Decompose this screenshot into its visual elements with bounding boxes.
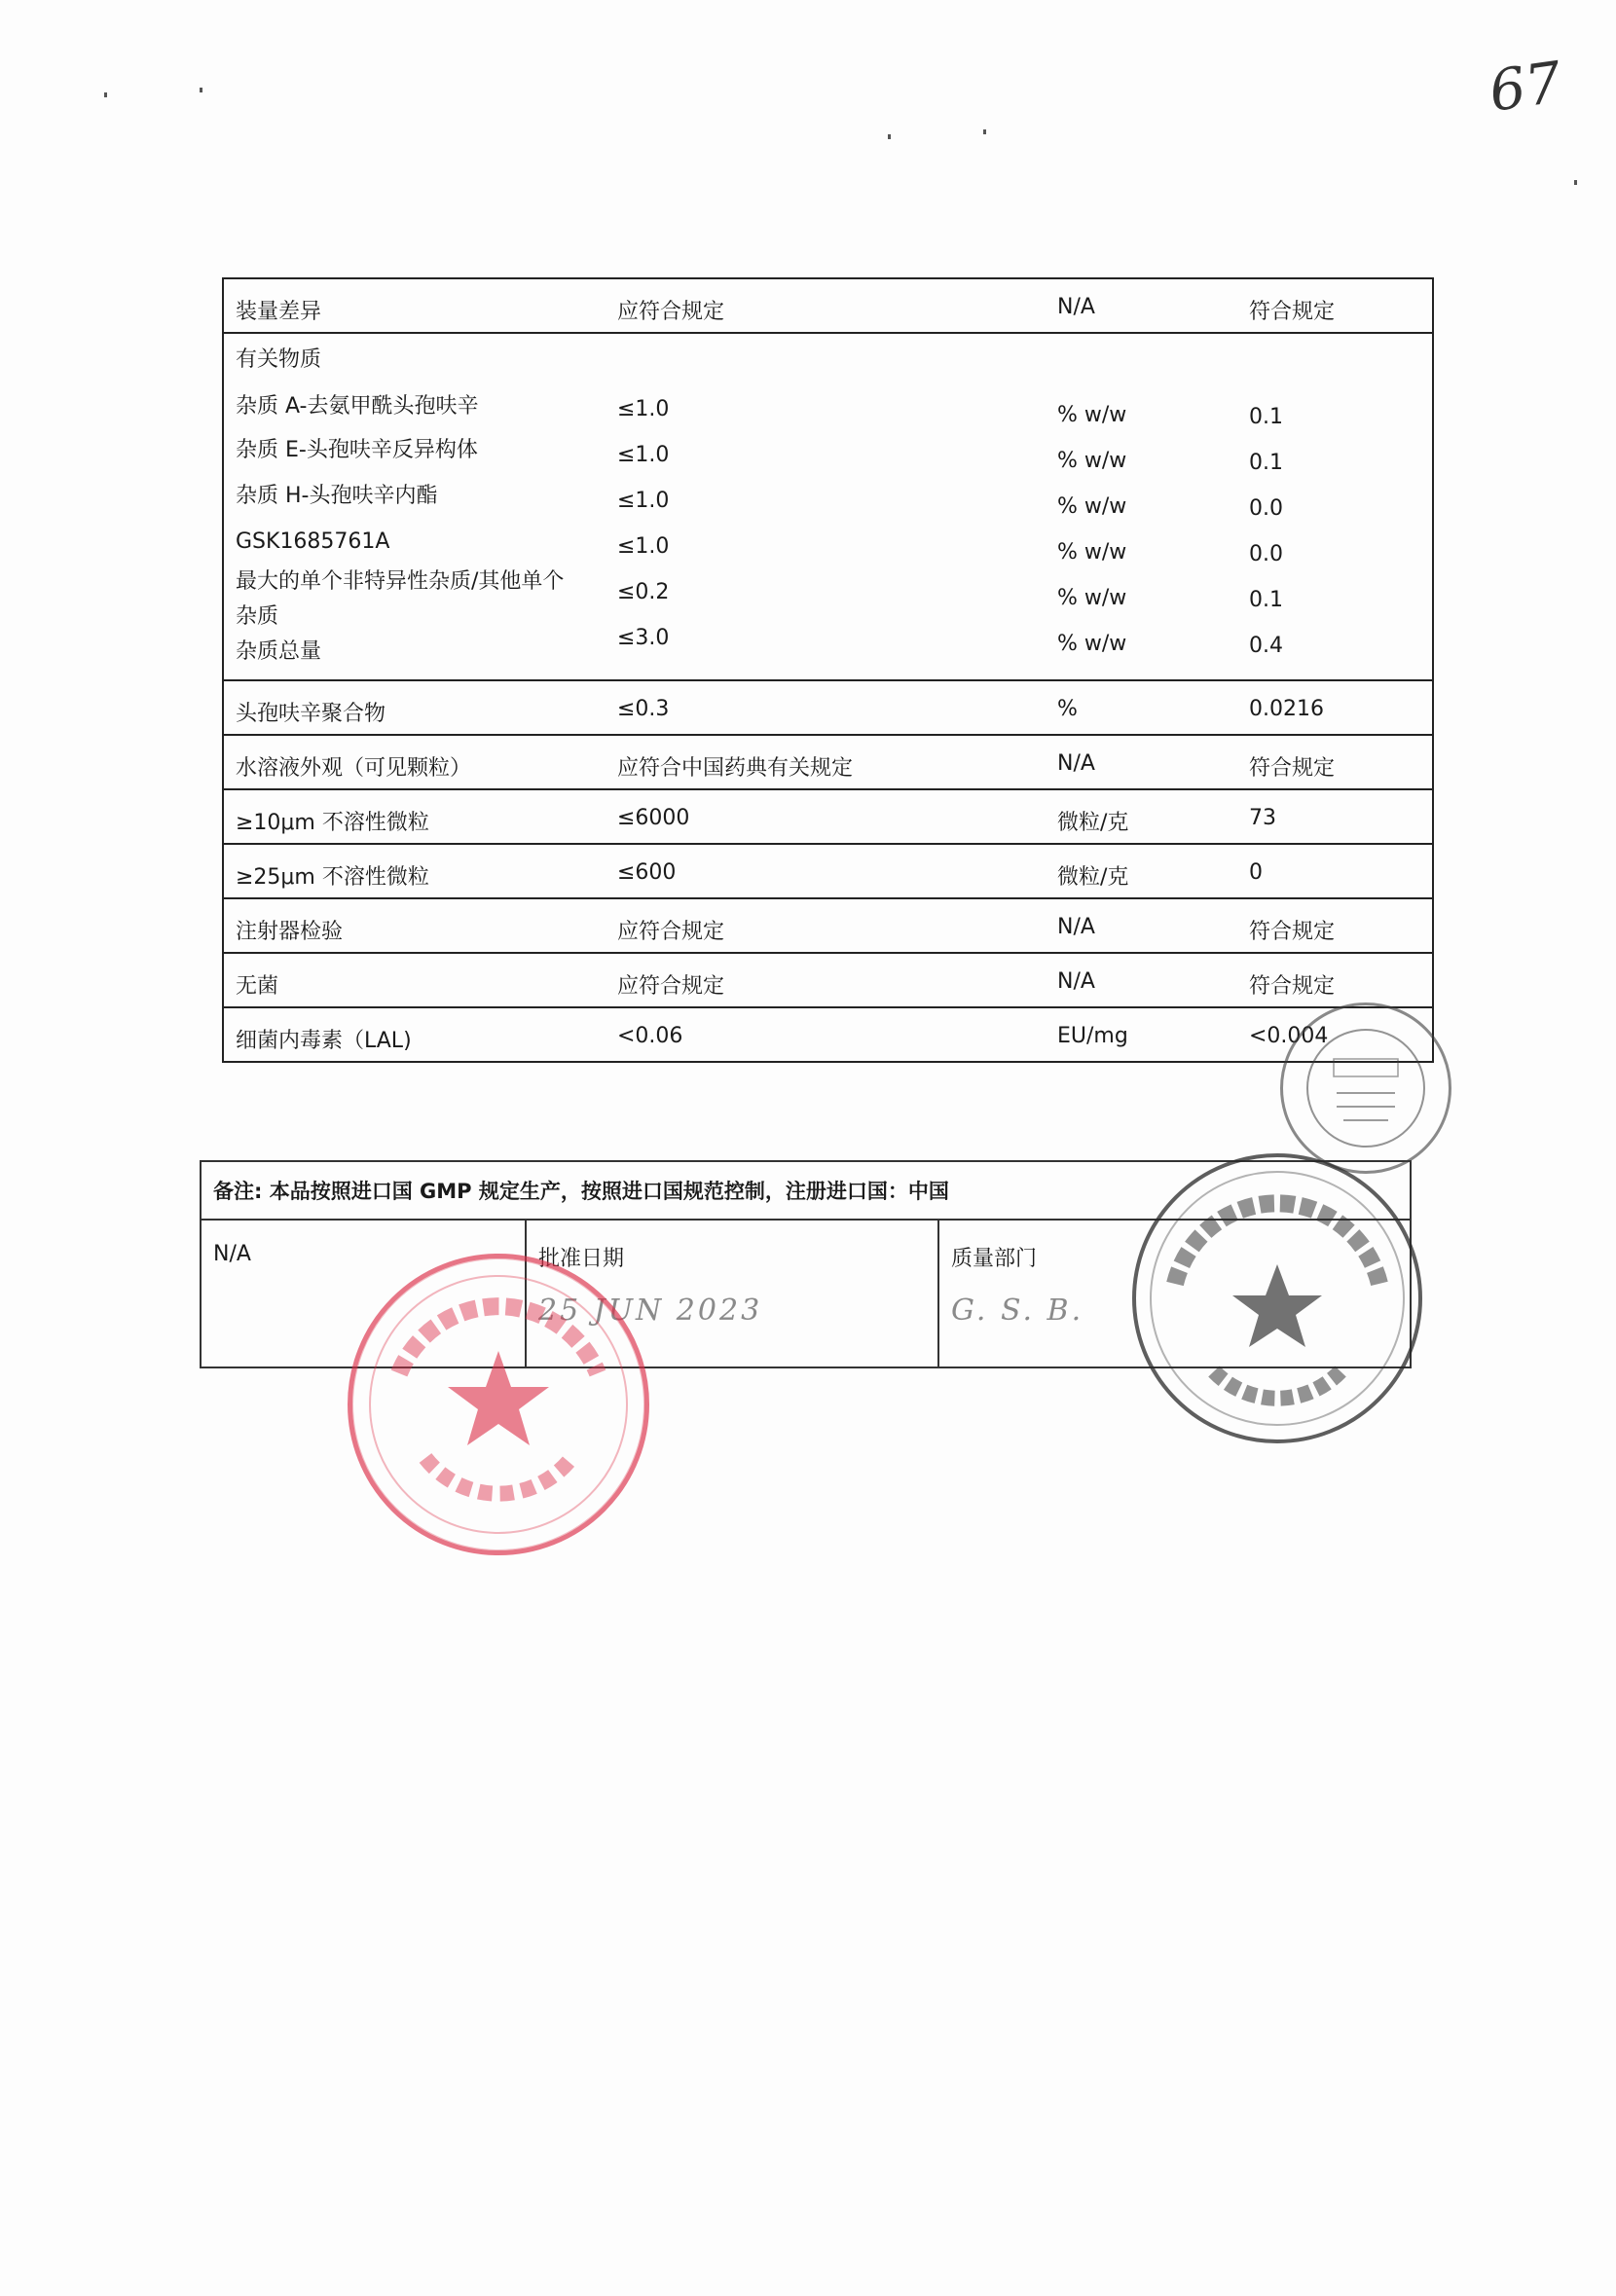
remark-text: 备注: 本品按照进口国 GMP 规定生产，按照进口国规范控制，注册进口国：中国 — [201, 1161, 1411, 1220]
inspection-stamp — [1280, 1002, 1451, 1174]
impurity-name: 杂质 E-头孢呋辛反异构体 — [236, 438, 478, 462]
item-cell: 装量差异 — [223, 278, 606, 333]
result-cell: 符合规定 — [1237, 735, 1433, 789]
table-row — [223, 735, 1433, 789]
result-cell: 0.0216 — [1237, 680, 1433, 735]
red-stamp-graphic — [352, 1258, 644, 1550]
unit-cell: N/A — [1046, 953, 1237, 1007]
impurity-name-continued: 杂质 — [236, 604, 279, 629]
related-substances-results — [1237, 333, 1433, 680]
unit-value: % w/w — [1057, 403, 1127, 427]
spec-cell: ≤6000 — [606, 789, 1046, 844]
result-cell: <0.004 — [1237, 1007, 1433, 1062]
related-substances-specs — [606, 333, 1046, 680]
red-company-stamp — [348, 1254, 649, 1555]
table-row — [223, 953, 1433, 1007]
quality-dept-signature: G. S. B. — [951, 1294, 1084, 1328]
result-cell: 符合规定 — [1237, 278, 1433, 333]
black-stamp-graphic — [1136, 1157, 1418, 1440]
unit-value: % w/w — [1057, 540, 1127, 565]
star-icon — [1232, 1264, 1322, 1347]
spec-value: ≤1.0 — [617, 397, 670, 421]
spec-cell: ≤0.3 — [606, 680, 1046, 735]
impurity-name: 最大的单个非特异性杂质/其他单个 — [236, 569, 565, 594]
unit-value: % w/w — [1057, 449, 1127, 473]
spec-cell: 应符合中国药典有关规定 — [606, 735, 1046, 789]
scan-speck — [1574, 180, 1577, 185]
spec-cell: 应符合规定 — [606, 953, 1046, 1007]
result-cell: 0 — [1237, 844, 1433, 898]
remark-na-cell: N/A — [201, 1220, 526, 1367]
scan-speck — [200, 88, 202, 92]
star-icon — [448, 1351, 549, 1445]
item-cell: ≥10μm 不溶性微粒 — [223, 789, 606, 844]
result-cell: 73 — [1237, 789, 1433, 844]
spec-value: ≤1.0 — [617, 534, 670, 559]
item-cell: 无菌 — [223, 953, 606, 1007]
impurity-name: 杂质 A-去氨甲酰头孢呋辛 — [236, 394, 479, 419]
result-cell: 符合规定 — [1237, 898, 1433, 953]
test-results-table — [222, 277, 1434, 1063]
approval-date-label: 批准日期 — [538, 1247, 625, 1271]
table-row — [223, 680, 1433, 735]
related-substances-items — [223, 333, 606, 680]
result-value: 0.1 — [1249, 405, 1283, 429]
item-cell: ≥25μm 不溶性微粒 — [223, 844, 606, 898]
item-cell: 细菌内毒素（LAL) — [223, 1007, 606, 1062]
unit-value: % w/w — [1057, 586, 1127, 610]
approval-date-handwritten: 25 JUN 2023 — [538, 1294, 763, 1328]
unit-cell: 微粒/克 — [1046, 789, 1237, 844]
table-row — [223, 1007, 1433, 1062]
unit-cell: 微粒/克 — [1046, 844, 1237, 898]
quality-dept-label: 质量部门 — [951, 1247, 1038, 1271]
scan-speck — [983, 129, 986, 134]
table-row — [223, 844, 1433, 898]
related-substances-units — [1046, 333, 1237, 680]
related-substances-block — [223, 333, 1433, 680]
table-row — [223, 789, 1433, 844]
scan-speck — [888, 134, 891, 139]
spec-cell: 应符合规定 — [606, 278, 1046, 333]
black-company-stamp — [1132, 1153, 1422, 1443]
page-number: 67 — [1485, 49, 1566, 125]
spec-cell: ≤600 — [606, 844, 1046, 898]
spec-cell: <0.06 — [606, 1007, 1046, 1062]
result-value: 0.1 — [1249, 451, 1283, 475]
spec-value: ≤1.0 — [617, 489, 670, 513]
unit-cell: N/A — [1046, 278, 1237, 333]
result-value: 0.1 — [1249, 588, 1283, 612]
unit-value: % w/w — [1057, 494, 1127, 519]
inspection-stamp-ring — [1283, 1005, 1449, 1171]
result-value: 0.4 — [1249, 634, 1283, 658]
spec-value: ≤3.0 — [617, 626, 670, 650]
impurity-name: 杂质 H-头孢呋辛内酯 — [236, 484, 438, 508]
result-value: 0.0 — [1249, 542, 1283, 566]
spec-value: ≤0.2 — [617, 580, 670, 604]
item-cell: 头孢呋辛聚合物 — [223, 680, 606, 735]
scan-speck — [104, 92, 107, 97]
unit-cell: N/A — [1046, 735, 1237, 789]
impurity-name: GSK1685761A — [236, 529, 390, 554]
unit-cell: EU/mg — [1046, 1007, 1237, 1062]
item-cell: 注射器检验 — [223, 898, 606, 953]
result-cell: 符合规定 — [1237, 953, 1433, 1007]
unit-value: % w/w — [1057, 632, 1127, 656]
spec-cell: 应符合规定 — [606, 898, 1046, 953]
table-row — [223, 898, 1433, 953]
unit-cell: % — [1046, 680, 1237, 735]
result-value: 0.0 — [1249, 496, 1283, 521]
section-heading: 有关物质 — [236, 347, 322, 372]
impurity-name: 杂质总量 — [236, 639, 322, 664]
spec-value: ≤1.0 — [617, 443, 670, 467]
item-cell: 水溶液外观（可见颗粒） — [223, 735, 606, 789]
unit-cell: N/A — [1046, 898, 1237, 953]
table-row — [223, 278, 1433, 333]
